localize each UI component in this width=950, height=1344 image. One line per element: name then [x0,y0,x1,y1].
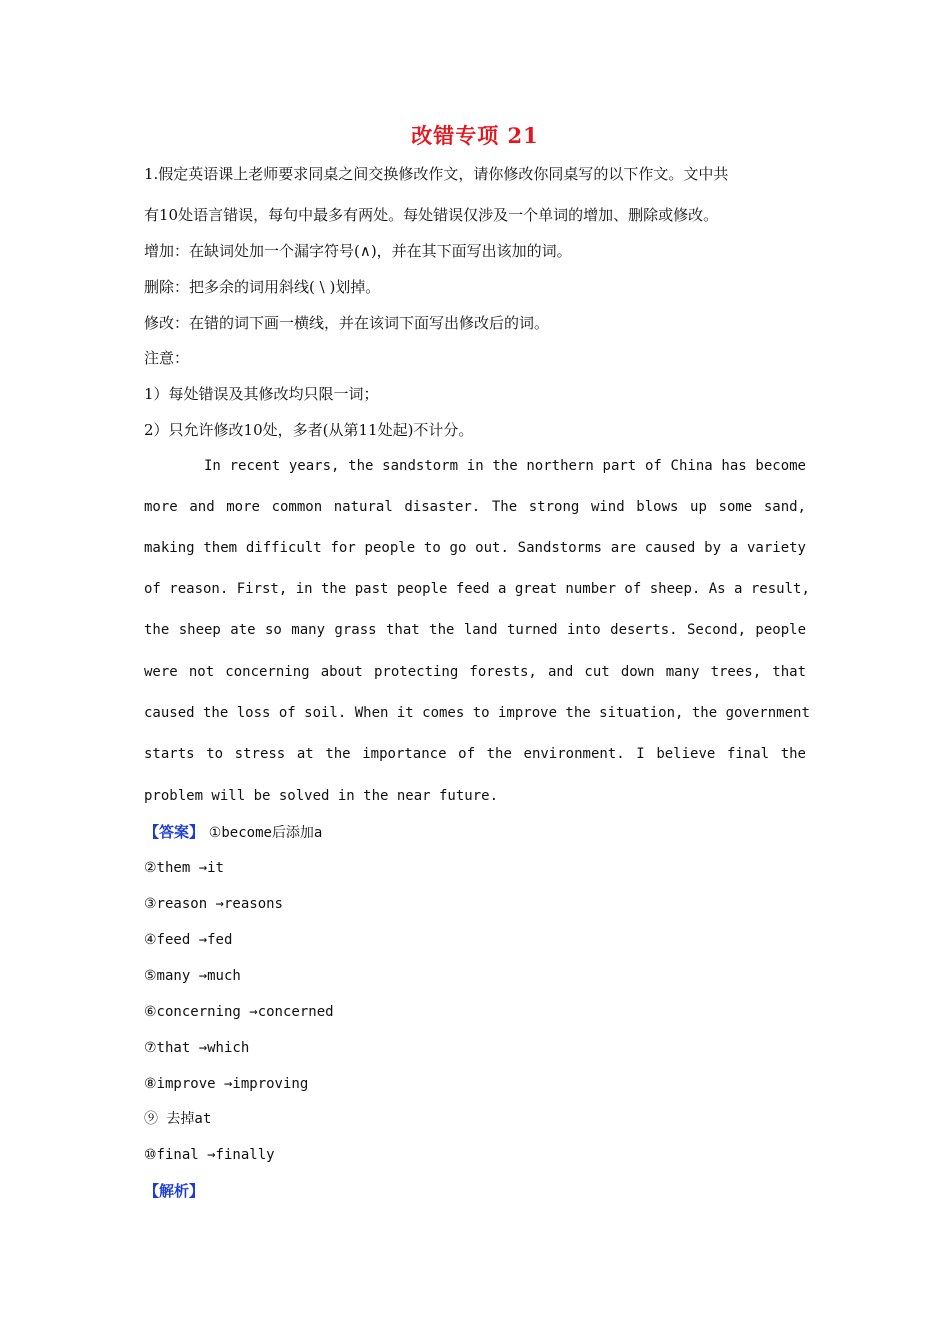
instruction-line: 2）只允许修改10处，多者(从第11处起)不计分。 [144,421,474,439]
passage-line: making them difficult for people to go out. Sandstorms are caused by a variety [144,540,806,556]
passage-line: more and more common natural disaster. The strong wind blows up some sand, [144,499,806,515]
page-title: 改错专项 21 [411,123,539,148]
instruction-line: 修改：在错的词下画一横线，并在该词下面写出修改后的词。 [144,314,550,332]
answer-item: ⑤many →much [144,968,241,984]
answer-item: ⑩final →finally [144,1147,275,1163]
passage-line: starts to stress at the importance of the environment. I believe final the [144,746,806,762]
passage-line: problem will be solved in the near future. [144,788,499,804]
answer-item: ⑥concerning →concerned [144,1004,334,1020]
analysis-line [144,1181,204,1201]
answer-item: ⑧improve →improving [144,1076,309,1092]
instruction-line: 1）每处错误及其修改均只限一词； [144,385,379,403]
answer-line [144,822,322,843]
answer-item: ②them →it [144,860,224,876]
answer-item: ③reason →reasons [144,896,283,912]
answer-label: 【答案】 [144,823,205,841]
passage-line: In recent years, the sandstorm in the northern part of China has become [204,458,806,474]
analysis-label: 【解析】 [144,1182,205,1200]
instruction-line: 增加：在缺词处加一个漏字符号(∧)，并在其下面写出该加的词。 [144,242,572,260]
passage-line: the sheep ate so many grass that the land turned into deserts. Second, people [144,622,806,638]
passage-line: were not concerning about protecting forests, and cut down many trees, that [144,664,806,680]
passage-line: caused the loss of soil. When it comes to improve the situation, the government [144,705,810,721]
answer-item: ⑦that →which [144,1040,250,1056]
instruction-line: 有10处语言错误，每句中最多有两处。每处错误仅涉及一个单词的增加、删除或修改。 [144,206,719,224]
passage-line: of reason. First, in the past people feed a great number of sheep. As a result, [144,581,810,597]
instruction-line: 1.假定英语课上老师要求同桌之间交换修改作文，请你修改你同桌写的以下作文。文中共 [144,165,729,183]
instruction-line: 注意： [144,349,190,367]
answer-item: ①become后添加a [208,825,323,841]
answer-item: ⑨ 去掉at [144,1111,212,1127]
answer-item: ④feed →fed [144,932,233,948]
instruction-line: 删除：把多余的词用斜线( \ )划掉。 [144,278,381,296]
